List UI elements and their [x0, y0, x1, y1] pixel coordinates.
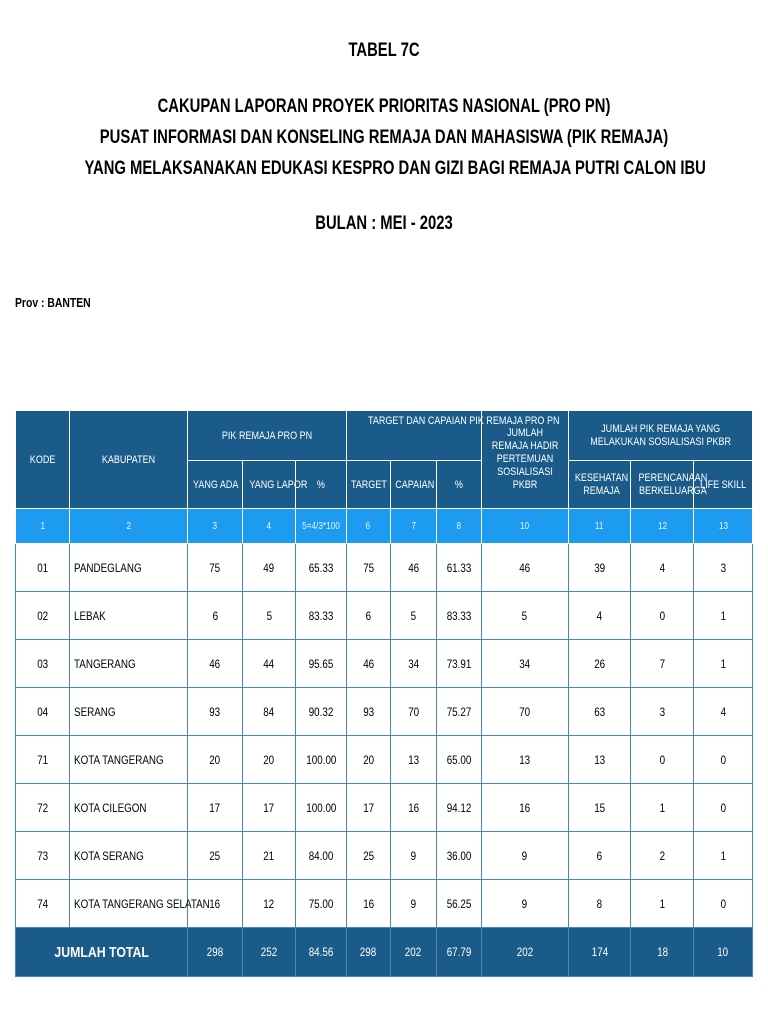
cell-percent-lapor: 100.00 [296, 736, 347, 784]
table-row [16, 592, 753, 640]
cell-percent-capaian: 61.33 [437, 544, 482, 592]
header-kode: KODE [16, 411, 70, 509]
cell-jumlah-hadir: 5 [481, 592, 568, 640]
header-yang-ada: YANG ADA [188, 461, 243, 509]
cell-kode: 71 [16, 736, 70, 784]
cell-percent-lapor: 65.33 [296, 544, 347, 592]
cell-kesehatan-remaja: 15 [568, 784, 631, 832]
table-row [16, 640, 753, 688]
cell-yang-ada: 20 [188, 736, 243, 784]
cell-kabupaten: KOTA TANGERANG SELATAN [69, 880, 187, 928]
cell-kesehatan-remaja: 13 [568, 736, 631, 784]
total-percent-lapor: 84.56 [296, 928, 347, 977]
cell-kabupaten: KOTA SERANG [69, 832, 187, 880]
cell-kabupaten: SERANG [69, 688, 187, 736]
table-row [16, 832, 753, 880]
cell-kesehatan-remaja: 39 [568, 544, 631, 592]
report-table [15, 410, 753, 977]
report-period: BULAN : MEI - 2023 [315, 213, 453, 234]
cell-perencanaan-berkeluarga: 2 [631, 832, 694, 880]
cell-yang-ada: 16 [188, 880, 243, 928]
cell-perencanaan-berkeluarga: 0 [631, 592, 694, 640]
header-capaian: CAPAIAN [390, 461, 437, 509]
cell-capaian: 9 [390, 832, 437, 880]
total-life-skill: 10 [694, 928, 753, 977]
table-row [16, 784, 753, 832]
table-body [16, 544, 753, 928]
header-group-pik-remaja: PIK REMAJA PRO PN [188, 411, 347, 461]
header-kabupaten: KABUPATEN [69, 411, 187, 509]
cell-kabupaten: TANGERANG [69, 640, 187, 688]
cell-kabupaten: PANDEGLANG [69, 544, 187, 592]
cell-life-skill: 0 [694, 736, 753, 784]
table-row [16, 736, 753, 784]
column-number: 10 [481, 509, 568, 544]
cell-kode: 01 [16, 544, 70, 592]
cell-yang-lapor: 12 [242, 880, 296, 928]
cell-kesehatan-remaja: 6 [568, 832, 631, 880]
header-group-jumlah-sosialisasi: JUMLAH PIK REMAJA YANG MELAKUKAN SOSIALISASI PKBR [568, 411, 752, 461]
header-jumlah-hadir: JUMLAH REMAJA HADIR PERTEMUAN SOSIALISASI PKBR [481, 411, 568, 509]
column-number: 8 [437, 509, 482, 544]
cell-yang-lapor: 49 [242, 544, 296, 592]
total-capaian: 202 [390, 928, 437, 977]
total-label: JUMLAH TOTAL [16, 928, 188, 977]
cell-percent-lapor: 84.00 [296, 832, 347, 880]
cell-target: 20 [347, 736, 391, 784]
cell-kode: 72 [16, 784, 70, 832]
cell-kode: 74 [16, 880, 70, 928]
cell-life-skill: 4 [694, 688, 753, 736]
cell-jumlah-hadir: 9 [481, 832, 568, 880]
province-label: Prov : BANTEN [15, 295, 91, 310]
cell-perencanaan-berkeluarga: 1 [631, 880, 694, 928]
cell-jumlah-hadir: 34 [481, 640, 568, 688]
column-number: 7 [390, 509, 437, 544]
cell-percent-lapor: 100.00 [296, 784, 347, 832]
cell-target: 16 [347, 880, 391, 928]
cell-kesehatan-remaja: 8 [568, 880, 631, 928]
cell-perencanaan-berkeluarga: 1 [631, 784, 694, 832]
cell-jumlah-hadir: 46 [481, 544, 568, 592]
cell-kode: 73 [16, 832, 70, 880]
cell-target: 17 [347, 784, 391, 832]
cell-percent-lapor: 83.33 [296, 592, 347, 640]
column-number: 2 [69, 509, 187, 544]
cell-yang-ada: 6 [188, 592, 243, 640]
cell-kode: 02 [16, 592, 70, 640]
cell-life-skill: 1 [694, 640, 753, 688]
cell-capaian: 70 [390, 688, 437, 736]
header-group-target-capaian: TARGET DAN CAPAIAN PIK REMAJA PRO PN [347, 411, 482, 461]
column-number: 3 [188, 509, 243, 544]
report-title-line-2: PUSAT INFORMASI DAN KONSELING REMAJA DAN MAHASISWA (PIK REMAJA) [99, 127, 669, 148]
cell-jumlah-hadir: 16 [481, 784, 568, 832]
report-title-line-1: CAKUPAN LAPORAN PROYEK PRIORITAS NASIONAL (PRO PN) [157, 96, 611, 117]
cell-kesehatan-remaja: 26 [568, 640, 631, 688]
cell-kesehatan-remaja: 4 [568, 592, 631, 640]
header-yang-lapor: YANG LAPOR [242, 461, 296, 509]
column-number: 13 [694, 509, 753, 544]
cell-yang-ada: 93 [188, 688, 243, 736]
cell-yang-ada: 46 [188, 640, 243, 688]
cell-percent-capaian: 73.91 [437, 640, 482, 688]
cell-yang-ada: 25 [188, 832, 243, 880]
cell-yang-lapor: 21 [242, 832, 296, 880]
total-jumlah-hadir: 202 [481, 928, 568, 977]
cell-life-skill: 0 [694, 784, 753, 832]
column-number: 5=4/3*100 [296, 509, 347, 544]
cell-percent-lapor: 75.00 [296, 880, 347, 928]
cell-target: 25 [347, 832, 391, 880]
cell-percent-capaian: 94.12 [437, 784, 482, 832]
column-number: 1 [16, 509, 70, 544]
header-percent-capaian: % [437, 461, 482, 509]
cell-life-skill: 0 [694, 880, 753, 928]
cell-kode: 03 [16, 640, 70, 688]
cell-yang-lapor: 5 [242, 592, 296, 640]
cell-yang-lapor: 20 [242, 736, 296, 784]
total-kesehatan-remaja: 174 [568, 928, 631, 977]
cell-target: 6 [347, 592, 391, 640]
cell-yang-ada: 17 [188, 784, 243, 832]
cell-yang-ada: 75 [188, 544, 243, 592]
cell-target: 46 [347, 640, 391, 688]
cell-life-skill: 1 [694, 832, 753, 880]
cell-yang-lapor: 44 [242, 640, 296, 688]
table-row [16, 880, 753, 928]
cell-kabupaten: KOTA TANGERANG [69, 736, 187, 784]
cell-percent-lapor: 90.32 [296, 688, 347, 736]
total-yang-lapor: 252 [242, 928, 296, 977]
total-percent-capaian: 67.79 [437, 928, 482, 977]
column-number-row [16, 509, 753, 544]
cell-yang-lapor: 17 [242, 784, 296, 832]
cell-percent-capaian: 83.33 [437, 592, 482, 640]
cell-jumlah-hadir: 70 [481, 688, 568, 736]
cell-kode: 04 [16, 688, 70, 736]
table-number: TABEL 7C [348, 40, 420, 61]
cell-capaian: 9 [390, 880, 437, 928]
cell-perencanaan-berkeluarga: 4 [631, 544, 694, 592]
table-row [16, 544, 753, 592]
cell-kesehatan-remaja: 63 [568, 688, 631, 736]
header-target: TARGET [347, 461, 391, 509]
column-number: 4 [242, 509, 296, 544]
report-title-line-3: YANG MELAKSANAKAN EDUKASI KESPRO DAN GIZI BAGI REMAJA PUTRI CALON IBU [84, 158, 706, 179]
column-number: 11 [568, 509, 631, 544]
cell-capaian: 5 [390, 592, 437, 640]
header-perencanaan-berkeluarga: PERENCANAAN BERKELUARGA [631, 461, 694, 509]
cell-perencanaan-berkeluarga: 7 [631, 640, 694, 688]
cell-jumlah-hadir: 9 [481, 880, 568, 928]
cell-kabupaten: LEBAK [69, 592, 187, 640]
cell-perencanaan-berkeluarga: 0 [631, 736, 694, 784]
column-number: 12 [631, 509, 694, 544]
cell-life-skill: 3 [694, 544, 753, 592]
cell-percent-capaian: 36.00 [437, 832, 482, 880]
cell-perencanaan-berkeluarga: 3 [631, 688, 694, 736]
cell-capaian: 46 [390, 544, 437, 592]
cell-capaian: 34 [390, 640, 437, 688]
total-perencanaan-berkeluarga: 18 [631, 928, 694, 977]
cell-percent-capaian: 65.00 [437, 736, 482, 784]
cell-capaian: 16 [390, 784, 437, 832]
cell-percent-lapor: 95.65 [296, 640, 347, 688]
cell-capaian: 13 [390, 736, 437, 784]
cell-yang-lapor: 84 [242, 688, 296, 736]
cell-target: 75 [347, 544, 391, 592]
header-kesehatan-remaja: KESEHATAN REMAJA [568, 461, 631, 509]
cell-percent-capaian: 75.27 [437, 688, 482, 736]
total-target: 298 [347, 928, 391, 977]
cell-jumlah-hadir: 13 [481, 736, 568, 784]
cell-life-skill: 1 [694, 592, 753, 640]
cell-kabupaten: KOTA CILEGON [69, 784, 187, 832]
header-life-skill: LIFE SKILL [694, 461, 753, 509]
header-percent-lapor: % [296, 461, 347, 509]
cell-percent-capaian: 56.25 [437, 880, 482, 928]
column-number: 6 [347, 509, 391, 544]
total-yang-ada: 298 [188, 928, 243, 977]
total-row [16, 928, 753, 977]
table-row [16, 688, 753, 736]
cell-target: 93 [347, 688, 391, 736]
